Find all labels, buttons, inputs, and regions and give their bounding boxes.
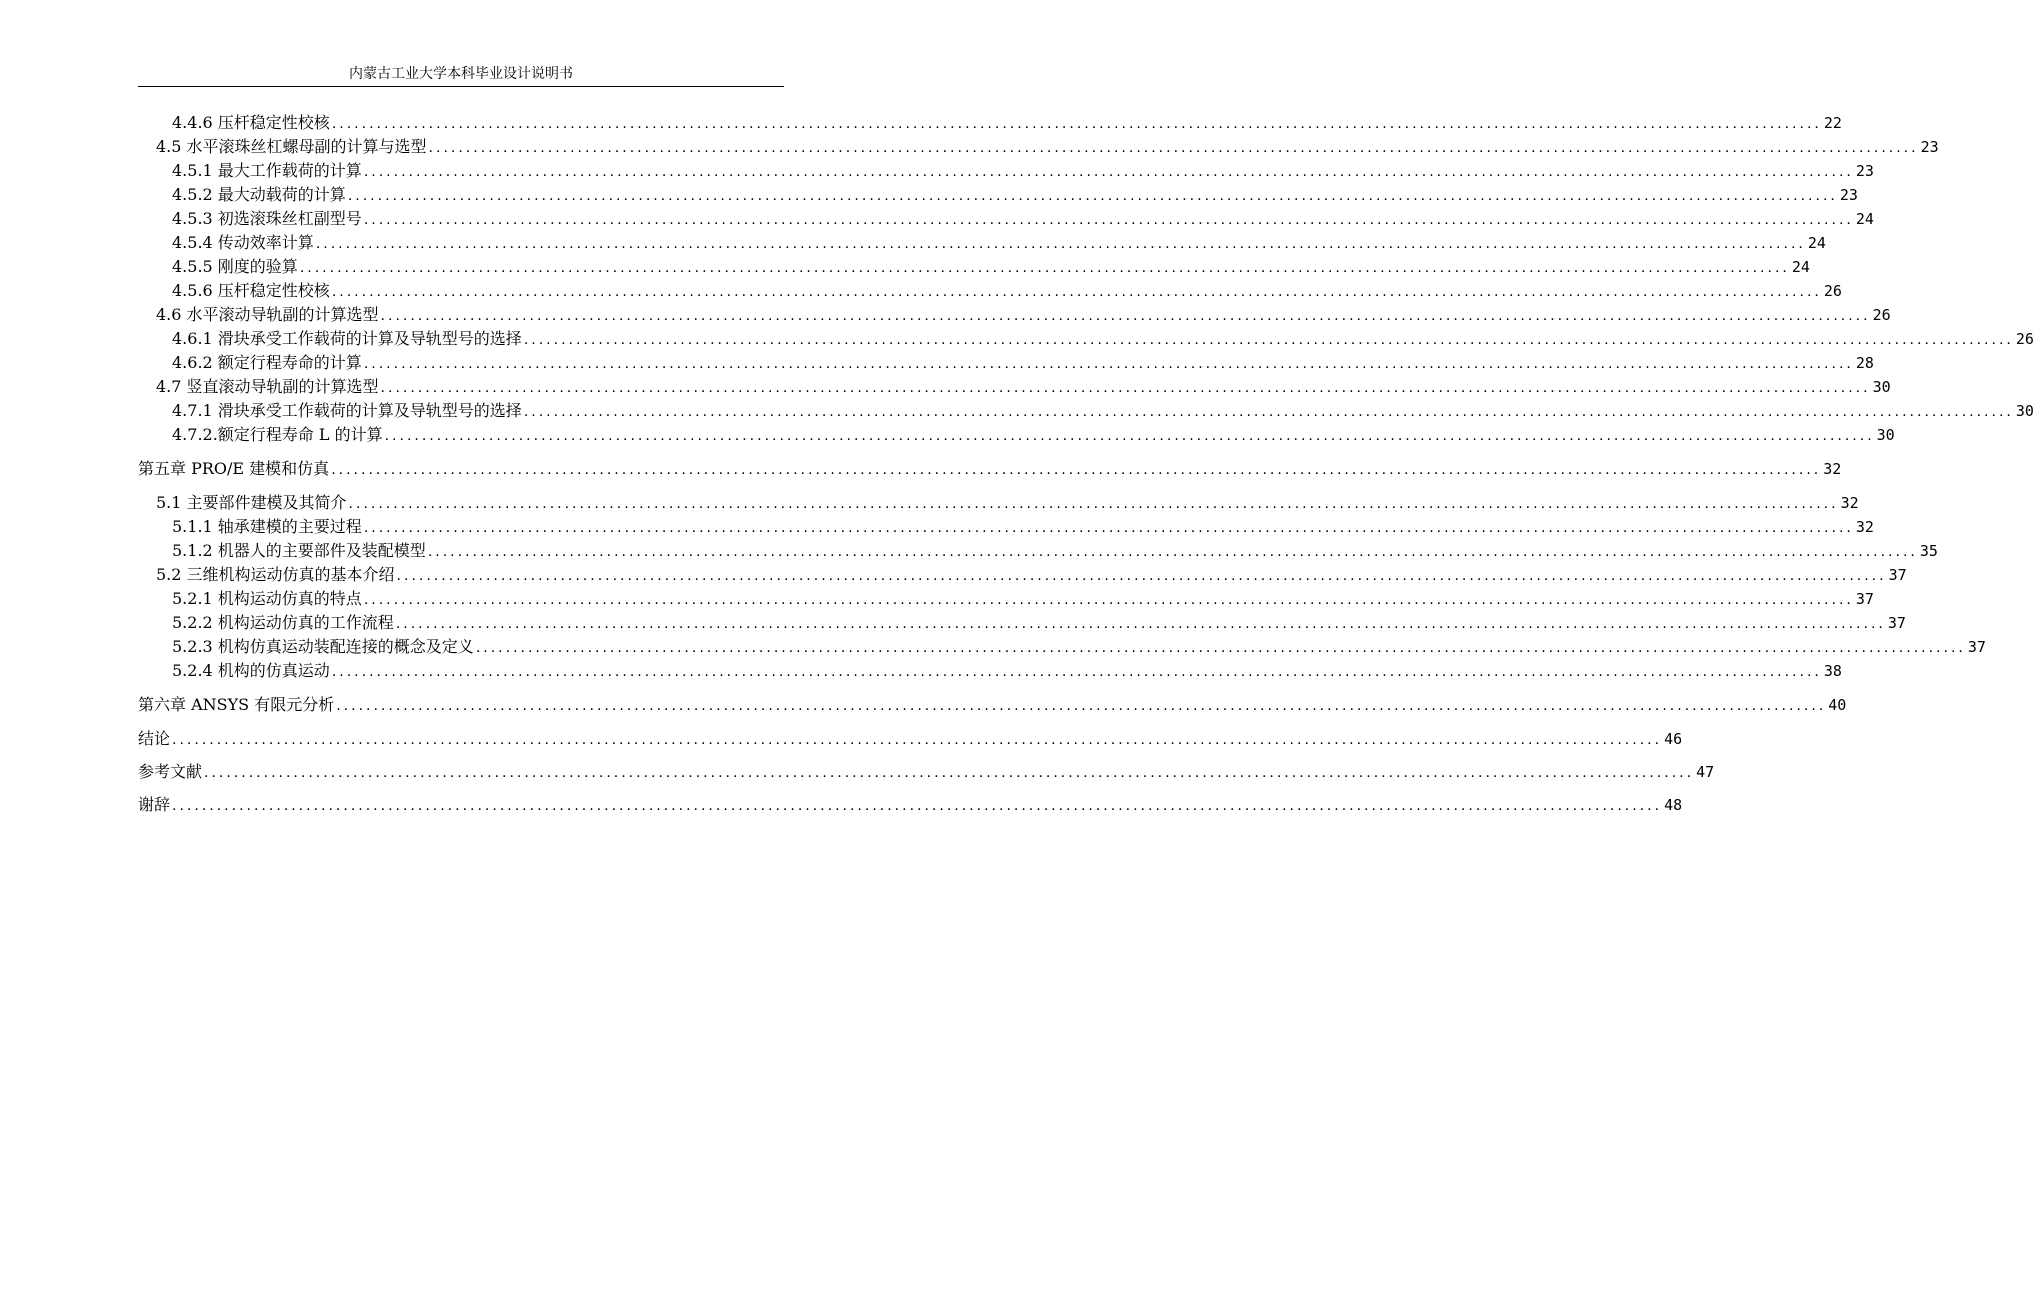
toc-entry-page-number: 23 [1855,162,1874,180]
toc-entry-title: 参考文献 [138,762,203,781]
toc-entry-title: 5.1 主要部件建模及其简介 [156,493,347,512]
toc-entry-title: 5.2.1 机构运动仿真的特点 [172,589,362,608]
toc-entry-title: 4.5.1 最大工作载荷的计算 [172,161,362,180]
toc-entry-title: 5.2.4 机构的仿真运动 [172,661,330,680]
toc-entry [138,660,1842,682]
toc-entry [138,424,1895,446]
toc-dot-leader: ........................................................................................................................................................................................................ [363,356,1854,372]
toc-entry-page-number: 28 [1855,354,1874,372]
toc-entry-page-number: 35 [1919,542,1938,560]
toc-entry-page-number: 26 [1823,282,1842,300]
toc-dot-leader: ........................................................................................................................................................................................................ [363,164,1854,180]
header-rule [138,86,784,87]
toc-entry [138,458,1842,480]
toc-dot-leader: ........................................................................................................................................................................................................ [384,428,1875,444]
toc-entry-page-number: 23 [1839,186,1858,204]
toc-entry-title: 4.5.6 压杆稳定性校核 [172,281,330,300]
toc-entry-page-number: 30 [1876,426,1895,444]
toc-entry [138,516,1874,538]
toc-dot-leader: ........................................................................................................................................................................................................ [172,798,1663,814]
toc-entry-title: 5.2.2 机构运动仿真的工作流程 [172,613,394,632]
toc-entry-title: 谢辞 [138,795,171,814]
toc-dot-leader: ........................................................................................................................................................................................................ [348,496,1839,512]
toc-entry-page-number: 24 [1807,234,1826,252]
toc-entry [138,280,1842,302]
toc-entry [138,184,1858,206]
toc-dot-leader: ........................................................................................................................................................................................................ [395,616,1886,632]
toc-entry [138,208,1874,230]
toc-entry-title: 第六章 ANSYS 有限元分析 [138,695,335,714]
toc-entry-title: 4.5.5 刚度的验算 [172,257,298,276]
toc-entry [138,400,2034,422]
toc-dot-leader: ........................................................................................................................................................................................................ [380,308,1871,324]
toc-dot-leader: ........................................................................................................................................................................................................ [315,236,1806,252]
toc-dot-leader: ........................................................................................................................................................................................................ [428,140,1919,156]
toc-entry [138,564,1907,586]
toc-entry-page-number: 24 [1791,258,1810,276]
toc-entry-page-number: 37 [1855,590,1874,608]
toc-dot-leader: ........................................................................................................................................................................................................ [331,116,1822,132]
toc-entry-page-number: 40 [1828,696,1847,714]
toc-entry-page-number: 37 [1888,566,1907,584]
toc-entry-title: 4.5.3 初选滚珠丝杠副型号 [172,209,362,228]
toc-dot-leader: ........................................................................................................................................................................................................ [523,332,2014,348]
toc-entry-title: 4.4.6 压杆稳定性校核 [172,113,330,132]
toc-entry-page-number: 23 [1920,138,1939,156]
toc-dot-leader: ........................................................................................................................................................................................................ [523,404,2014,420]
toc-dot-leader: ........................................................................................................................................................................................................ [363,592,1854,608]
toc-entry-title: 5.1.2 机器人的主要部件及装配模型 [172,541,426,560]
toc-entry [138,304,1891,326]
toc-entry [138,761,1715,783]
toc-entry-title: 4.6 水平滚动导轨副的计算选型 [156,305,379,324]
toc-dot-leader: ........................................................................................................................................................................................................ [299,260,1790,276]
toc-entry [138,612,1906,634]
toc-entry-page-number: 22 [1823,114,1842,132]
toc-entry [138,256,1810,278]
toc-dot-leader: ........................................................................................................................................................................................................ [363,520,1854,536]
toc-entry-page-number: 47 [1696,763,1715,781]
toc-entry-page-number: 37 [1967,638,1986,656]
toc-dot-leader: ........................................................................................................................................................................................................ [347,188,1838,204]
toc-entry-title: 4.5 水平滚珠丝杠螺母副的计算与选型 [156,137,427,156]
toc-entry-title: 结论 [138,729,171,748]
toc-entry-title: 4.5.2 最大动载荷的计算 [172,185,346,204]
toc-entry-page-number: 32 [1855,518,1874,536]
toc-entry-title: 4.6.2 额定行程寿命的计算 [172,353,362,372]
toc-entry-page-number: 30 [1872,378,1891,396]
toc-entry-title: 5.1.1 轴承建模的主要过程 [172,517,362,536]
toc-dot-leader: ........................................................................................................................................................................................................ [475,640,1966,656]
toc-entry-title: 第五章 PRO/E 建模和仿真 [138,459,330,478]
toc-entry-page-number: 30 [2015,402,2034,420]
toc-dot-leader: ........................................................................................................................................................................................................ [363,212,1854,228]
toc-entry-page-number: 32 [1840,494,1859,512]
toc-entry-title: 5.2 三维机构运动仿真的基本介绍 [156,565,395,584]
toc-entry-page-number: 26 [1872,306,1891,324]
toc-dot-leader: ........................................................................................................................................................................................................ [427,544,1918,560]
page-header: 内蒙古工业大学本科毕业设计说明书 [349,66,573,82]
toc-entry-title: 4.7 竖直滚动导轨副的计算选型 [156,377,379,396]
toc-entry-title: 5.2.3 机构仿真运动装配连接的概念及定义 [172,637,474,656]
toc-dot-leader: ........................................................................................................................................................................................................ [336,698,1827,714]
toc-dot-leader: ........................................................................................................................................................................................................ [331,664,1822,680]
toc-entry-title: 4.6.1 滑块承受工作载荷的计算及导轨型号的选择 [172,329,522,348]
toc-entry [138,588,1874,610]
toc-entry [138,136,1939,158]
toc-dot-leader: ........................................................................................................................................................................................................ [331,284,1822,300]
toc-entry [138,728,1683,750]
toc-entry [138,328,2034,350]
toc-entry [138,794,1683,816]
toc-entry [138,160,1874,182]
toc-entry-page-number: 37 [1887,614,1906,632]
toc-entry-title: 4.7.2.额定行程寿命 L 的计算 [172,425,383,444]
toc-entry [138,492,1859,514]
toc-entry-page-number: 26 [2015,330,2034,348]
toc-entry [138,694,1847,716]
toc-entry-title: 4.5.4 传动效率计算 [172,233,314,252]
toc-entry-page-number: 48 [1664,796,1683,814]
toc-dot-leader: ........................................................................................................................................................................................................ [396,568,1887,584]
toc-entry [138,636,1986,658]
toc-entry-page-number: 38 [1823,662,1842,680]
toc-dot-leader: ........................................................................................................................................................................................................ [172,732,1663,748]
toc-dot-leader: ........................................................................................................................................................................................................ [204,765,1695,781]
toc-dot-leader: ........................................................................................................................................................................................................ [331,462,1822,478]
toc-entry [138,232,1826,254]
toc-entry-page-number: 32 [1823,460,1842,478]
toc-dot-leader: ........................................................................................................................................................................................................ [380,380,1871,396]
toc-entry-page-number: 24 [1855,210,1874,228]
toc-entry [138,112,1842,134]
toc-entry [138,376,1891,398]
toc-entry [138,352,1874,374]
toc-entry [138,540,1938,562]
toc-entry-page-number: 46 [1664,730,1683,748]
toc-entry-title: 4.7.1 滑块承受工作载荷的计算及导轨型号的选择 [172,401,522,420]
